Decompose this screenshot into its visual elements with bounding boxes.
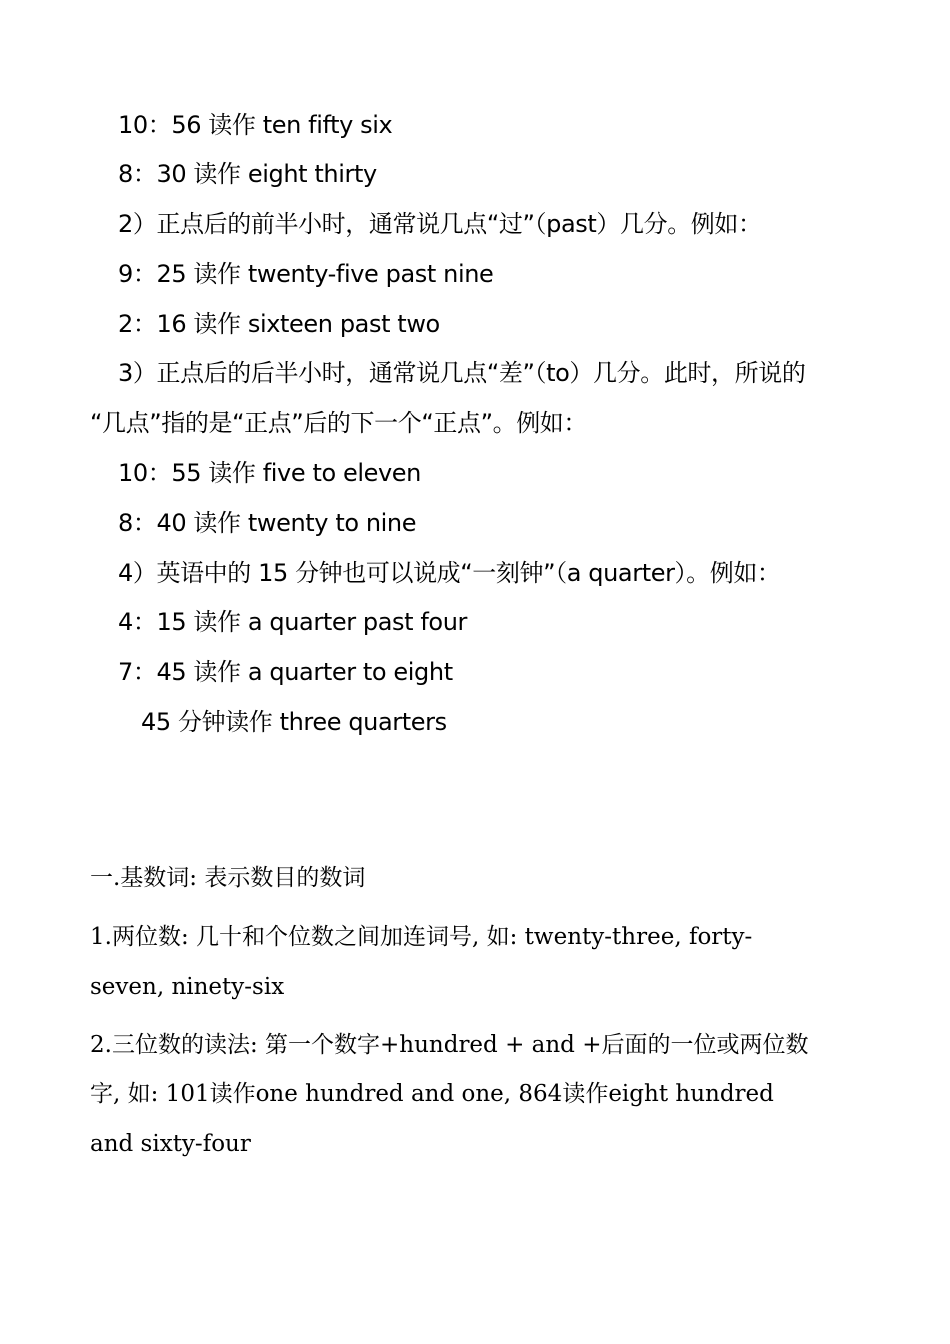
rule-line-continued: “几点”指的是“正点”后的下一个“正点”。例如：: [90, 409, 588, 437]
paragraph-line: 1.两位数: 几十和个位数之间加连词号, 如: twenty-three, forty-: [90, 924, 753, 950]
paragraph-line: and sixty-four: [90, 1131, 251, 1157]
paragraph-line: 2.三位数的读法: 第一个数字+hundred + and +后面的一位或两位数: [90, 1032, 809, 1058]
rule-line: 4）英语中的 15 分钟也可以说成“一刻钟”（a quarter）。例如：: [118, 559, 781, 587]
example-line: 45 分钟读作 three quarters: [141, 708, 447, 736]
example-line: 4：15 读作 a quarter past four: [118, 608, 467, 636]
example-line: 10：55 读作 five to eleven: [118, 459, 421, 487]
example-line: 10：56 读作 ten fifty six: [118, 111, 393, 139]
example-line: 8：30 读作 eight thirty: [118, 160, 377, 188]
example-line: 7：45 读作 a quarter to eight: [118, 658, 453, 686]
paragraph-line: 字, 如: 101读作one hundred and one, 864读作eight hundred: [90, 1081, 774, 1107]
rule-line: 2）正点后的前半小时，通常说几点“过”（past）几分。例如：: [118, 210, 762, 238]
paragraph-line: seven, ninety-six: [90, 974, 285, 1000]
example-line: 8：40 读作 twenty to nine: [118, 509, 417, 537]
section-heading: 一.基数词: 表示数目的数词: [90, 865, 366, 891]
rule-line: 3）正点后的后半小时，通常说几点“差”（to）几分。此时，所说的: [118, 359, 806, 387]
example-line: 2：16 读作 sixteen past two: [118, 310, 440, 338]
example-line: 9：25 读作 twenty-five past nine: [118, 260, 494, 288]
